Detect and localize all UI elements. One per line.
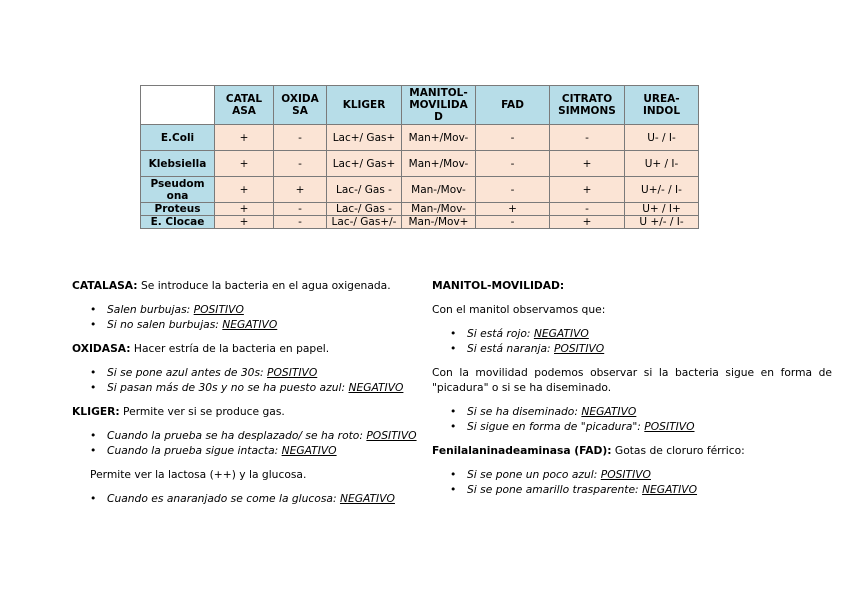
table-header-cell: FAD	[476, 86, 550, 125]
table-cell: -	[476, 125, 550, 151]
movilidad-paragraph: Con la movilidad podemos observar si la bacteria sigue en forma de "picadura" o si se ha diseminado.	[432, 366, 832, 394]
table-cell: Man+/Mov-	[402, 151, 476, 177]
table-cell: +	[550, 216, 625, 229]
catalasa-text: Se introduce la bacteria en el agua oxigenada.	[137, 279, 391, 292]
table-cell: +	[215, 151, 274, 177]
table-cell: -	[274, 216, 327, 229]
list-item: • Si pasan más de 30s y no se ha puesto azul: NEGATIVO	[72, 380, 427, 395]
movilidad-list	[432, 404, 832, 434]
table-header-cell: CATAL ASA	[215, 86, 274, 125]
fad-paragraph	[432, 443, 832, 458]
table-cell: +	[215, 216, 274, 229]
list-item: • Si se pone azul antes de 30s: POSITIVO	[72, 365, 427, 380]
kliger-list	[72, 428, 427, 458]
table-cell: -	[550, 125, 625, 151]
table-cell: -	[274, 203, 327, 216]
list-item: • Si se ha diseminado: NEGATIVO	[432, 404, 832, 419]
table-cell: -	[476, 177, 550, 203]
table-cell: +	[215, 203, 274, 216]
list-item: • Si está naranja: POSITIVO	[432, 341, 832, 356]
manitol-heading: MANITOL-MOVILIDAD:	[432, 279, 565, 292]
table-header-corner	[141, 86, 215, 125]
table-cell: Lac+/ Gas+	[327, 151, 402, 177]
catalasa-list	[72, 302, 427, 332]
table-cell: U +/- / I-	[625, 216, 699, 229]
table-cell: +	[274, 177, 327, 203]
catalasa-title: CATALASA:	[72, 279, 138, 292]
table-cell: -	[274, 151, 327, 177]
table-row	[141, 151, 699, 177]
row-header: Pseudom ona	[141, 177, 215, 203]
table-header-cell: MANITOL-MOVILIDA D	[402, 86, 476, 125]
table-header-cell: KLIGER	[327, 86, 402, 125]
table-cell: Lac+/ Gas+	[327, 125, 402, 151]
table-header-cell: CITRATO SIMMONS	[550, 86, 625, 125]
list-item: • Si sigue en forma de "picadura": POSITIVO	[432, 419, 832, 434]
kliger-lactosa-paragraph: Permite ver la lactosa (++) y la glucosa.	[90, 468, 307, 481]
list-item: • Salen burbujas: POSITIVO	[72, 302, 427, 317]
table-cell: +	[550, 151, 625, 177]
table-cell: +	[476, 203, 550, 216]
table-cell: -	[550, 203, 625, 216]
table-header-cell: OXIDA SA	[274, 86, 327, 125]
table-cell: -	[476, 151, 550, 177]
table-cell: Man+/Mov-	[402, 125, 476, 151]
table-cell: Man-/Mov-	[402, 203, 476, 216]
oxidasa-paragraph	[72, 341, 427, 356]
kliger-title: KLIGER:	[72, 405, 120, 418]
table-cell: U+ / I+	[625, 203, 699, 216]
fad-text: Gotas de cloruro férrico:	[611, 444, 745, 457]
list-item: • Si se pone amarillo trasparente: NEGATIVO	[432, 482, 832, 497]
table-row	[141, 203, 699, 216]
row-header: E.Coli	[141, 125, 215, 151]
table-cell: -	[274, 125, 327, 151]
oxidasa-title: OXIDASA:	[72, 342, 131, 355]
table-cell: +	[550, 177, 625, 203]
results-table	[140, 85, 699, 229]
table-cell: U+ / I-	[625, 151, 699, 177]
list-item: • Si no salen burbujas: NEGATIVO	[72, 317, 427, 332]
table-cell: Lac-/ Gas -	[327, 177, 402, 203]
catalasa-paragraph	[72, 278, 427, 293]
list-item: • Cuando la prueba sigue intacta: NEGATIVO	[72, 443, 427, 458]
left-column	[72, 278, 427, 515]
table-cell: Lac-/ Gas+/-	[327, 216, 402, 229]
manitol-list	[432, 326, 832, 356]
row-header: Proteus	[141, 203, 215, 216]
row-header: Klebsiella	[141, 151, 215, 177]
manitol-intro: Con el manitol observamos que:	[432, 303, 606, 316]
table-header-row	[141, 86, 699, 125]
table-header-cell: UREA-INDOL	[625, 86, 699, 125]
kliger-paragraph	[72, 404, 427, 419]
table-cell: Man-/Mov-	[402, 177, 476, 203]
list-item: • Si está rojo: NEGATIVO	[432, 326, 832, 341]
table-cell: +	[215, 177, 274, 203]
table-cell: Lac-/ Gas -	[327, 203, 402, 216]
list-item: • Si se pone un poco azul: POSITIVO	[432, 467, 832, 482]
table-row	[141, 125, 699, 151]
fad-title: Fenilalaninadeaminasa (FAD):	[432, 444, 612, 457]
table-cell: Man-/Mov+	[402, 216, 476, 229]
table-cell: +	[215, 125, 274, 151]
table-cell: U+/- / I-	[625, 177, 699, 203]
oxidasa-list	[72, 365, 427, 395]
row-header: E. Clocae	[141, 216, 215, 229]
fad-list	[432, 467, 832, 497]
list-item: • Cuando es anaranjado se come la glucosa: NEGATIVO	[72, 491, 427, 506]
table-row	[141, 177, 699, 203]
oxidasa-text: Hacer estría de la bacteria en papel.	[130, 342, 330, 355]
right-column	[432, 278, 832, 506]
list-item: • Cuando la prueba se ha desplazado/ se ha roto: POSITIVO	[72, 428, 427, 443]
kliger-lactosa-list	[72, 491, 427, 506]
table-cell: U- / I-	[625, 125, 699, 151]
kliger-text: Permite ver si se produce gas.	[119, 405, 285, 418]
table-row	[141, 216, 699, 229]
table-cell: -	[476, 216, 550, 229]
